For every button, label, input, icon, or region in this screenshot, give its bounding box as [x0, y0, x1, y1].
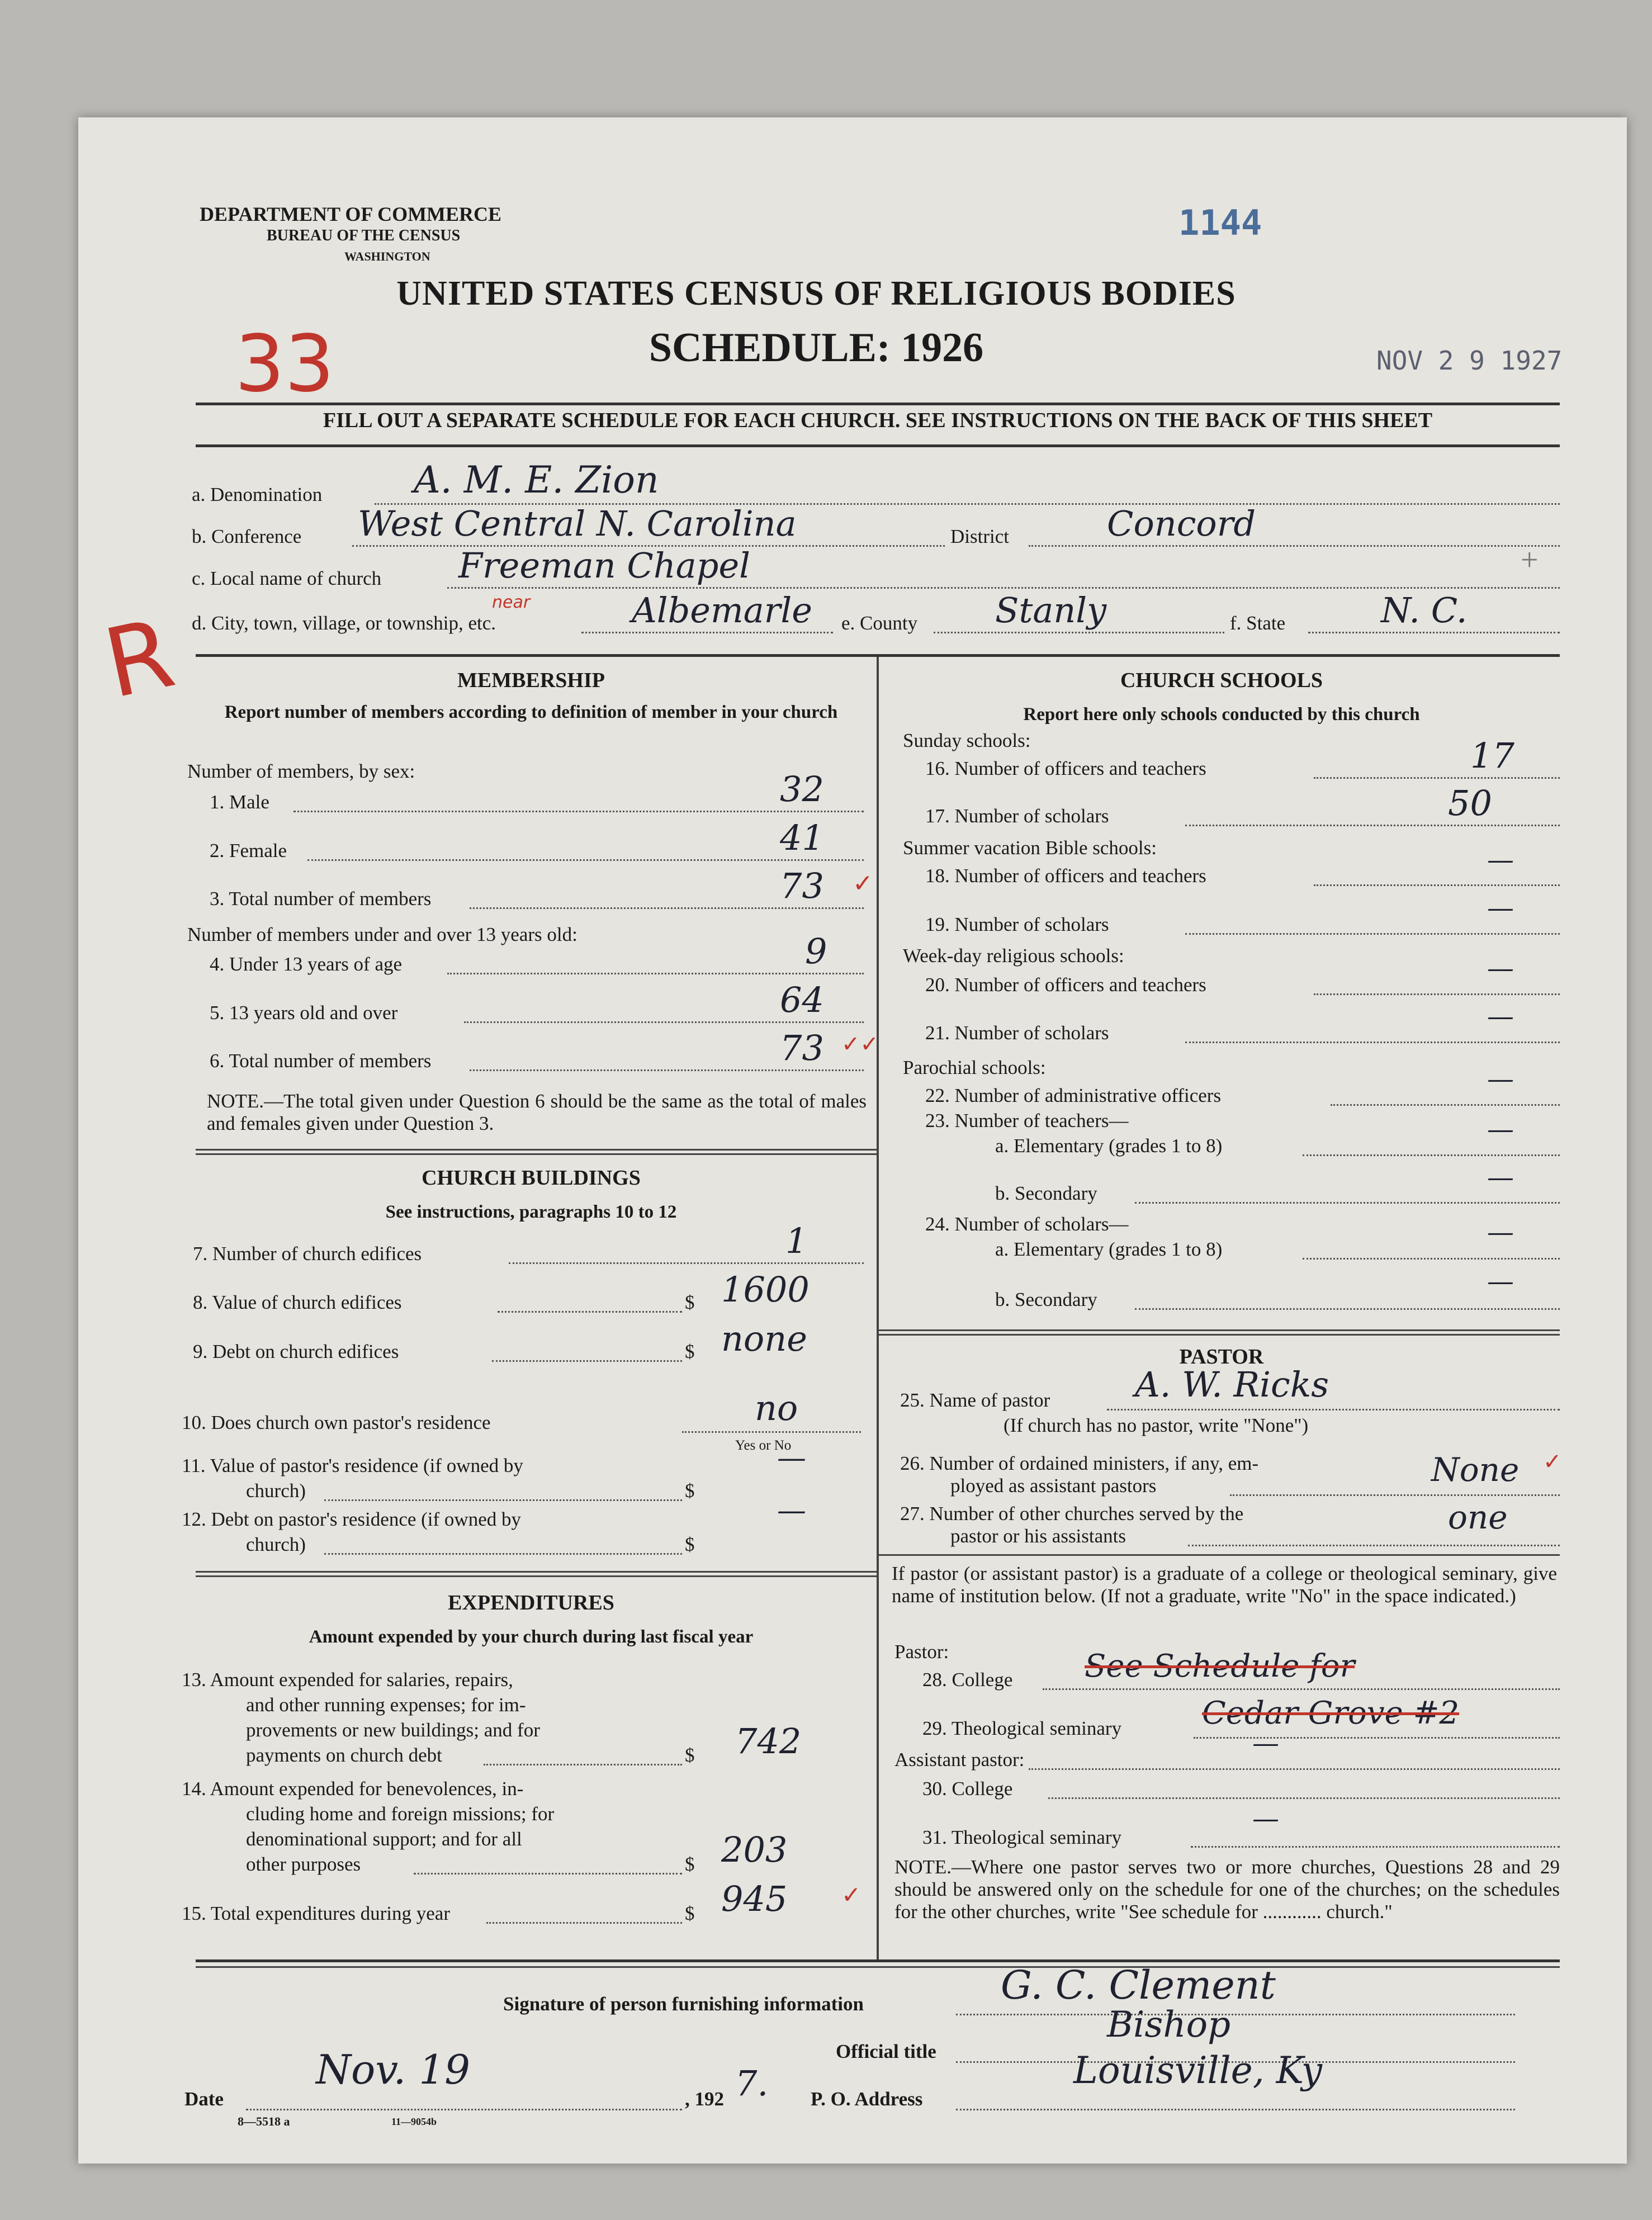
print-code: 11—9054b — [391, 2116, 437, 2127]
footer-rule-2 — [196, 1966, 1560, 1968]
q8-line — [498, 1311, 682, 1313]
column-divider — [877, 657, 879, 1959]
q3-line — [470, 907, 864, 909]
q2-line — [307, 859, 864, 861]
parochial-schools-label: Parochial schools: — [903, 1057, 1046, 1078]
q20-value[interactable]: — — [1487, 953, 1514, 984]
q10-yes-no-caption: Yes or No — [735, 1438, 792, 1453]
department-name: DEPARTMENT OF COMMERCE — [200, 203, 502, 225]
q18-line — [1314, 884, 1560, 886]
by-age-label: Number of members under and over 13 years old: — [187, 924, 578, 945]
q21-label: 21. Number of scholars — [925, 1022, 1109, 1044]
conference-value[interactable]: West Central N. Carolina — [358, 503, 797, 544]
local-name-label: c. Local name of church — [192, 567, 382, 589]
church-schools-subheading: Report here only schools conducted by this church — [1023, 704, 1420, 725]
footer-rule-1 — [196, 1959, 1560, 1962]
q11-line — [324, 1499, 682, 1501]
q13-label-line2: and other running expenses; for im- — [246, 1694, 526, 1716]
q17-label: 17. Number of scholars — [925, 805, 1109, 827]
q26-line — [1230, 1494, 1560, 1496]
county-value[interactable]: Stanly — [995, 590, 1107, 631]
q14-label-line3: denominational support; and for all — [246, 1828, 522, 1850]
q3-value[interactable]: 73 — [780, 865, 824, 906]
q11-dollar: $ — [685, 1480, 695, 1502]
q13-label-line1: 13. Amount expended for salaries, repairs, — [182, 1669, 513, 1691]
q27-value[interactable]: one — [1448, 1498, 1508, 1536]
q14-label-line4: other purposes — [246, 1853, 361, 1875]
q9-label: 9. Debt on church edifices — [193, 1341, 399, 1362]
pastor-heading: PASTOR — [1179, 1345, 1264, 1369]
membership-rule-1 — [196, 1149, 877, 1151]
local-name-value[interactable]: Freeman Chapel — [458, 545, 750, 586]
q6-check-mark: ✓✓ — [841, 1031, 879, 1057]
q24a-line — [1303, 1258, 1560, 1260]
q30-line — [1048, 1797, 1560, 1799]
q6-value[interactable]: 73 — [780, 1028, 824, 1068]
q15-check-mark: ✓ — [841, 1881, 861, 1909]
q26-value[interactable]: None — [1431, 1451, 1520, 1489]
q9-value[interactable]: none — [721, 1318, 807, 1359]
q25-value[interactable]: A. W. Ricks — [1135, 1364, 1329, 1405]
q8-label: 8. Value of church edifices — [193, 1291, 402, 1313]
q17-value[interactable]: 50 — [1448, 783, 1492, 823]
q24b-value[interactable]: — — [1487, 1266, 1514, 1297]
q12-value[interactable]: — — [777, 1494, 806, 1527]
q11-label-line1: 11. Value of pastor's residence (if owned by — [182, 1455, 523, 1476]
summer-schools-label: Summer vacation Bible schools: — [903, 837, 1157, 859]
q12-label-line1: 12. Debt on pastor's residence (if owned by — [182, 1508, 521, 1530]
city-near-annotation: near — [492, 593, 531, 612]
q7-label: 7. Number of church edifices — [193, 1243, 422, 1265]
q25-line — [1107, 1409, 1560, 1410]
q1-label: 1. Male — [210, 791, 269, 813]
q27-label-line1: 27. Number of other churches served by the — [900, 1503, 1244, 1525]
instruction-line: FILL OUT A SEPARATE SCHEDULE FOR EACH CHURCH. SEE INSTRUCTIONS ON THE BACK OF THIS SHEET — [323, 409, 1433, 432]
official-title-label: Official title — [836, 2041, 936, 2062]
q26-check-mark: ✓ — [1543, 1449, 1562, 1475]
q15-label: 15. Total expenditures during year — [182, 1902, 450, 1924]
q13-dollar: $ — [685, 1744, 695, 1766]
q4-label: 4. Under 13 years of age — [210, 953, 403, 975]
q14-label-line1: 14. Amount expended for benevolences, in- — [182, 1778, 524, 1800]
q14-label-line2: cluding home and foreign missions; for — [246, 1803, 555, 1825]
date-line — [246, 2109, 682, 2110]
q14-value[interactable]: 203 — [721, 1829, 788, 1870]
q16-label: 16. Number of officers and teachers — [925, 758, 1206, 779]
buildings-heading: CHURCH BUILDINGS — [422, 1166, 641, 1190]
q9-dollar: $ — [685, 1341, 695, 1362]
margin-r-annotation: R — [95, 598, 183, 721]
q19-value[interactable]: — — [1487, 892, 1514, 924]
q12-dollar: $ — [685, 1533, 695, 1555]
q12-label-line2: church) — [246, 1533, 306, 1555]
form-title: UNITED STATES CENSUS OF RELIGIOUS BODIES — [396, 274, 1236, 313]
q14-dollar: $ — [685, 1853, 695, 1875]
membership-subheading: Report number of members according to definition of member in your church — [224, 702, 838, 722]
q5-value[interactable]: 64 — [780, 979, 824, 1020]
year-prefix: , 192 — [685, 2088, 724, 2110]
q31-value[interactable]: — — [1252, 1803, 1279, 1834]
by-sex-label: Number of members, by sex: — [187, 760, 415, 782]
q26-label-line2: ployed as assistant pastors — [950, 1475, 1157, 1497]
po-address-label: P. O. Address — [811, 2088, 923, 2110]
q20-label: 20. Number of officers and teachers — [925, 974, 1206, 996]
q25-note: (If church has no pastor, write "None") — [1003, 1414, 1309, 1436]
city-label: d. City, town, village, or township, etc. — [192, 612, 496, 634]
q31-label: 31. Theological seminary — [922, 1826, 1122, 1848]
assistant-pastor-dash[interactable]: — — [1252, 1727, 1279, 1759]
q2-label: 2. Female — [210, 840, 287, 862]
q4-line — [447, 973, 864, 974]
q13-label-line3: provements or new buildings; and for — [246, 1719, 540, 1741]
expenditures-heading: EXPENDITURES — [448, 1591, 614, 1615]
q14-line — [414, 1873, 682, 1875]
q22-label: 22. Number of administrative officers — [925, 1085, 1222, 1106]
q20-line — [1314, 993, 1560, 995]
date-value[interactable]: Nov. 19 — [316, 2046, 470, 2093]
q29-label: 29. Theological seminary — [922, 1717, 1122, 1739]
q28-value[interactable]: See Schedule for — [1085, 1648, 1355, 1684]
q18-value[interactable]: — — [1487, 844, 1514, 875]
weekday-schools-label: Week-day religious schools: — [903, 945, 1124, 967]
city-value[interactable]: Albemarle — [632, 590, 812, 631]
buildings-subheading: See instructions, paragraphs 10 to 12 — [385, 1202, 677, 1222]
state-value[interactable]: N. C. — [1381, 590, 1468, 631]
city-line — [581, 632, 833, 633]
membership-note: NOTE.—The total given under Question 6 should be the same as the total of males and females given under Question 3. — [207, 1090, 867, 1134]
bureau-name: BUREAU OF THE CENSUS — [267, 227, 461, 244]
q19-line — [1185, 933, 1560, 935]
state-label: f. State — [1230, 612, 1286, 634]
schools-rule-1 — [878, 1329, 1560, 1331]
state-line — [1308, 632, 1560, 633]
po-address-value[interactable]: Louisville, Ky — [1073, 2049, 1323, 2092]
membership-rule-2 — [196, 1153, 877, 1155]
district-label: District — [950, 526, 1009, 547]
q11-value[interactable]: — — [777, 1441, 806, 1475]
q23b-line — [1135, 1202, 1560, 1204]
q23b-value[interactable]: — — [1487, 1162, 1514, 1193]
q23a-label: a. Elementary (grades 1 to 8) — [995, 1135, 1223, 1157]
q27-line — [1188, 1545, 1560, 1546]
q26-label-line1: 26. Number of ordained ministers, if any, em- — [900, 1452, 1259, 1474]
q1-value[interactable]: 32 — [780, 769, 824, 810]
year-value[interactable]: 7. — [735, 2063, 769, 2104]
form-subtitle: SCHEDULE: 1926 — [649, 325, 984, 371]
q31-line — [1191, 1846, 1560, 1848]
district-value[interactable]: Concord — [1107, 503, 1256, 544]
sunday-schools-label: Sunday schools: — [903, 730, 1031, 751]
q22-value[interactable]: — — [1487, 1063, 1514, 1095]
q8-value[interactable]: 1600 — [721, 1269, 810, 1310]
q3-label: 3. Total number of members — [210, 888, 432, 910]
q25-label: 25. Name of pastor — [900, 1389, 1050, 1411]
denomination-label: a. Denomination — [192, 484, 323, 505]
q6-line — [470, 1069, 864, 1071]
q10-line — [682, 1431, 861, 1433]
county-line — [934, 632, 1224, 633]
q23a-line — [1303, 1154, 1560, 1156]
q28-line — [1043, 1688, 1560, 1690]
q13-line — [484, 1764, 682, 1765]
form-code: 8—5518 a — [238, 2114, 290, 2128]
q11-label-line2: church) — [246, 1480, 306, 1502]
q30-label: 30. College — [922, 1778, 1013, 1800]
q5-line — [464, 1021, 864, 1023]
date-label: Date — [184, 2088, 224, 2110]
q5-label: 5. 13 years old and over — [210, 1002, 398, 1024]
buildings-rule-2 — [196, 1575, 877, 1577]
local-name-line — [447, 587, 1560, 589]
expenditures-subheading: Amount expended by your church during last fiscal year — [309, 1627, 754, 1647]
assistant-pastor-label: Assistant pastor: — [894, 1749, 1025, 1771]
schedule-number-stamp: 1144 — [1178, 202, 1262, 243]
q24a-value[interactable]: — — [1487, 1216, 1514, 1248]
received-date-stamp: NOV 2 9 1927 — [1376, 345, 1563, 376]
q15-line — [486, 1922, 682, 1924]
q10-value[interactable]: no — [755, 1388, 798, 1428]
margin-number-annotation: 33 — [235, 319, 335, 410]
q29-line — [1194, 1737, 1560, 1739]
schools-rule-2 — [878, 1334, 1560, 1336]
conference-label: b. Conference — [192, 526, 302, 547]
margin-plus-mark: + — [1521, 543, 1539, 578]
assistant-pastor-line — [1029, 1768, 1560, 1770]
pastor-note: NOTE.—Where one pastor serves two or more churches, Questions 28 and 29 should be answered only on the schedule for one of the churches; on the schedules for the other churches, write "See schedule for ............ church." — [894, 1856, 1560, 1923]
po-address-line — [956, 2109, 1515, 2110]
q22-line — [1331, 1104, 1560, 1106]
q16-line — [1314, 777, 1560, 779]
signature-line — [956, 2014, 1515, 2015]
q15-value[interactable]: 945 — [721, 1878, 788, 1919]
q17-line — [1185, 825, 1560, 826]
district-line — [1029, 545, 1560, 547]
census-schedule-sheet — [78, 117, 1627, 2164]
header-rule-top — [196, 403, 1560, 405]
q16-value[interactable]: 17 — [1470, 735, 1514, 776]
graduate-note: If pastor (or assistant pastor) is a graduate of a college or theological seminary, give name of institution below. (If not a graduate, write "No" in the space indicated.) — [892, 1563, 1557, 1607]
county-label: e. County — [841, 612, 918, 634]
q23-label: 23. Number of teachers— — [925, 1110, 1129, 1132]
q24b-label: b. Secondary — [995, 1289, 1097, 1310]
q4-value[interactable]: 9 — [805, 931, 827, 972]
signature-label: Signature of person furnishing information — [503, 1993, 864, 2015]
header-rule-bottom — [196, 444, 1560, 447]
q2-value[interactable]: 41 — [780, 817, 824, 858]
pastor-subsection-label: Pastor: — [894, 1641, 949, 1663]
q3-check-mark: ✓ — [853, 869, 873, 898]
q29-value[interactable]: Cedar Grove #2 — [1202, 1695, 1460, 1731]
q13-label-line4: payments on church debt — [246, 1744, 442, 1766]
q7-line — [509, 1262, 864, 1264]
q23a-value[interactable]: — — [1487, 1114, 1514, 1145]
q9-line — [492, 1360, 682, 1362]
q6-label: 6. Total number of members — [210, 1050, 432, 1072]
q1-line — [294, 811, 864, 812]
q7-value[interactable]: 1 — [785, 1220, 808, 1261]
denomination-value[interactable]: A. M. E. Zion — [414, 458, 659, 501]
membership-heading: MEMBERSHIP — [457, 669, 605, 692]
pastor-rule — [878, 1554, 1560, 1556]
q10-label: 10. Does church own pastor's residence — [182, 1412, 491, 1433]
q21-line — [1185, 1042, 1560, 1043]
q19-label: 19. Number of scholars — [925, 913, 1109, 935]
q13-value[interactable]: 742 — [735, 1721, 802, 1762]
q24-label: 24. Number of scholars— — [925, 1213, 1129, 1235]
q8-dollar: $ — [685, 1291, 695, 1313]
q23b-label: b. Secondary — [995, 1182, 1097, 1204]
buildings-rule-1 — [196, 1571, 877, 1573]
official-title-value[interactable]: Bishop — [1107, 2004, 1231, 2046]
signature-value[interactable]: G. C. Clement — [1001, 1962, 1276, 2008]
church-schools-heading: CHURCH SCHOOLS — [1120, 669, 1323, 692]
q18-label: 18. Number of officers and teachers — [925, 865, 1206, 887]
q21-value[interactable]: — — [1487, 1001, 1514, 1032]
q24b-line — [1135, 1308, 1560, 1310]
q28-label: 28. College — [922, 1669, 1013, 1691]
q12-line — [324, 1553, 682, 1555]
bureau-city: WASHINGTON — [344, 249, 430, 263]
q27-label-line2: pastor or his assistants — [950, 1525, 1126, 1547]
q15-dollar: $ — [685, 1902, 695, 1924]
q24a-label: a. Elementary (grades 1 to 8) — [995, 1238, 1223, 1260]
